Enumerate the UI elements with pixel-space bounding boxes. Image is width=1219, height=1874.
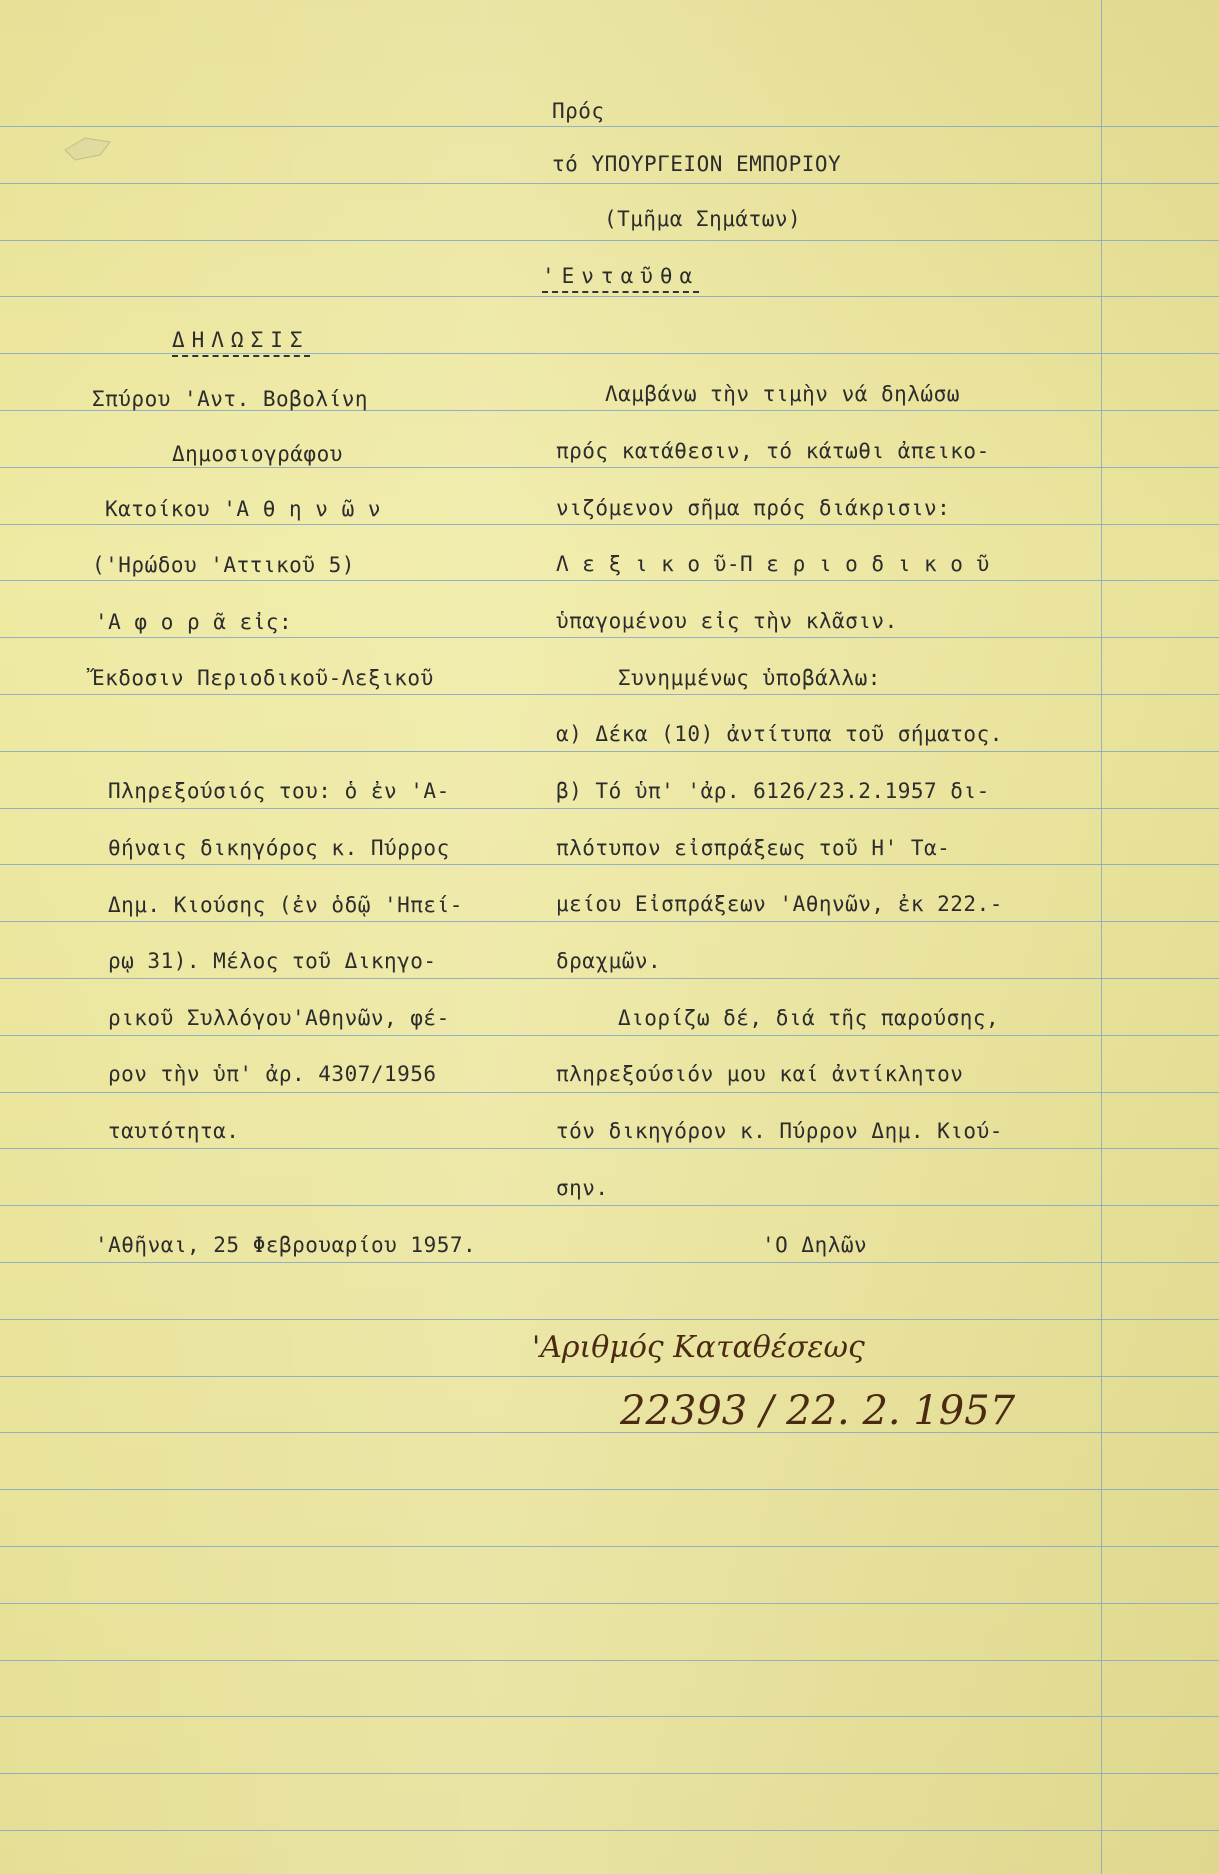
ruled-line <box>0 978 1219 979</box>
left-line: ('Ηρώδου 'Αττικοῦ 5) <box>92 553 355 577</box>
ruled-line <box>0 1716 1219 1717</box>
signatory: 'Ο Δηλῶν <box>762 1233 868 1257</box>
right-line: β) Τό ὑπ' 'ἀρ. 6126/23.2.1957 δι- <box>556 779 990 803</box>
ruled-line <box>0 637 1219 638</box>
attorney-line: ρον τὴν ὑπ' ἀρ. 4307/1956 <box>108 1062 437 1086</box>
left-line: Κατοίκου 'Α θ η ν ῶ ν <box>105 497 382 521</box>
ruled-line <box>0 1262 1219 1263</box>
date-line: 'Αθῆναι, 25 Φεβρουαρίου 1957. <box>95 1233 477 1257</box>
header-pros: Πρός <box>552 99 605 123</box>
ruled-line <box>0 864 1219 865</box>
right-line: πλότυπον εἰσπράξεως τοῦ Η' Τα- <box>556 836 951 860</box>
ruled-line <box>0 694 1219 695</box>
left-line: Σπύρου 'Αντ. Βοβολίνη <box>92 387 369 411</box>
attorney-line: ρῳ 31). Μέλος τοῦ Δικηγο- <box>108 949 437 973</box>
ruled-line <box>0 1489 1219 1490</box>
handwritten-filing-number: 22393 / 22. 2. 1957 <box>620 1388 1016 1434</box>
right-line: πληρεξούσιόν μου καί ἀντίκλητον <box>556 1062 964 1086</box>
ruled-line <box>0 1603 1219 1604</box>
right-line: πρός κατάθεσιν, τό κάτωθι ἀπεικο- <box>556 439 990 463</box>
right-line: Λαμβάνω τὴν τιμὴν νά δηλώσω <box>605 382 960 406</box>
attorney-line: θήναις δικηγόρος κ. Πύρρος <box>108 836 450 860</box>
ruled-line <box>0 1660 1219 1661</box>
ruled-line <box>0 1092 1219 1093</box>
attorney-line: Πληρεξούσιός του: ὁ ἐν 'Α- <box>108 779 450 803</box>
paper-crease-mark <box>60 120 120 175</box>
right-line: σην. <box>556 1176 609 1200</box>
ruled-line <box>0 1376 1219 1377</box>
ruled-line <box>0 1205 1219 1206</box>
header-department: (Τμῆμα Σημάτων) <box>604 207 802 231</box>
ruled-line <box>0 751 1219 752</box>
ruled-line <box>0 1773 1219 1774</box>
right-line: Συνημμένως ὑποβάλλω: <box>618 666 881 690</box>
header-location: 'Ενταῦθα <box>542 262 699 293</box>
ruled-line <box>0 921 1219 922</box>
right-line: ὑπαγομένου εἰς τὴν κλᾶσιν. <box>556 609 898 633</box>
declaration-title: ΔΗΛΩΣΙΣ <box>172 326 310 357</box>
attorney-line: Δημ. Κιούσης (ἐν ὁδῷ 'Ηπεί- <box>108 893 463 917</box>
ruled-line <box>0 183 1219 184</box>
ruled-line <box>0 1432 1219 1433</box>
ruled-line <box>0 580 1219 581</box>
right-line: τόν δικηγόρον κ. Πύρρον Δημ. Κιού- <box>556 1119 1003 1143</box>
ruled-line <box>0 1148 1219 1149</box>
ruled-line <box>0 126 1219 127</box>
ruled-line <box>0 1546 1219 1547</box>
right-line: Λ ε ξ ι κ ο ῦ-Π ε ρ ι ο δ ι κ ο ῦ <box>556 552 990 576</box>
left-line: Ἔκδοσιν Περιοδικοῦ-Λεξικοῦ <box>92 666 434 690</box>
left-line: 'Α φ ο ρ ᾶ εἰς: <box>95 610 293 634</box>
header-ministry: τό ΥΠΟΥΡΓΕΙΟΝ ΕΜΠΟΡΙΟΥ <box>552 152 842 176</box>
ruled-line <box>0 808 1219 809</box>
handwritten-filing-label: 'Αριθμός Καταθέσεως <box>532 1330 865 1365</box>
ruled-line <box>0 296 1219 297</box>
right-line: νιζόμενον σῆμα πρός διάκρισιν: <box>556 496 951 520</box>
right-line: Διορίζω δέ, διά τῆς παρούσης, <box>618 1006 1000 1030</box>
ruled-line <box>0 1830 1219 1831</box>
ruled-line <box>0 1319 1219 1320</box>
margin-line <box>1101 0 1102 1874</box>
right-line: α) Δέκα (10) ἀντίτυπα τοῦ σήματος. <box>556 722 1003 746</box>
left-line: Δημοσιογράφου <box>172 442 343 466</box>
ruled-line <box>0 524 1219 525</box>
ruled-line <box>0 240 1219 241</box>
right-line: μείου Εἰσπράξεων 'Αθηνῶν, ἐκ 222.- <box>556 892 1003 916</box>
attorney-line: ρικοῦ Συλλόγου'Αθηνῶν, φέ- <box>108 1006 450 1030</box>
right-line: δραχμῶν. <box>556 949 662 973</box>
ruled-line <box>0 1035 1219 1036</box>
attorney-line: ταυτότητα. <box>108 1119 240 1143</box>
